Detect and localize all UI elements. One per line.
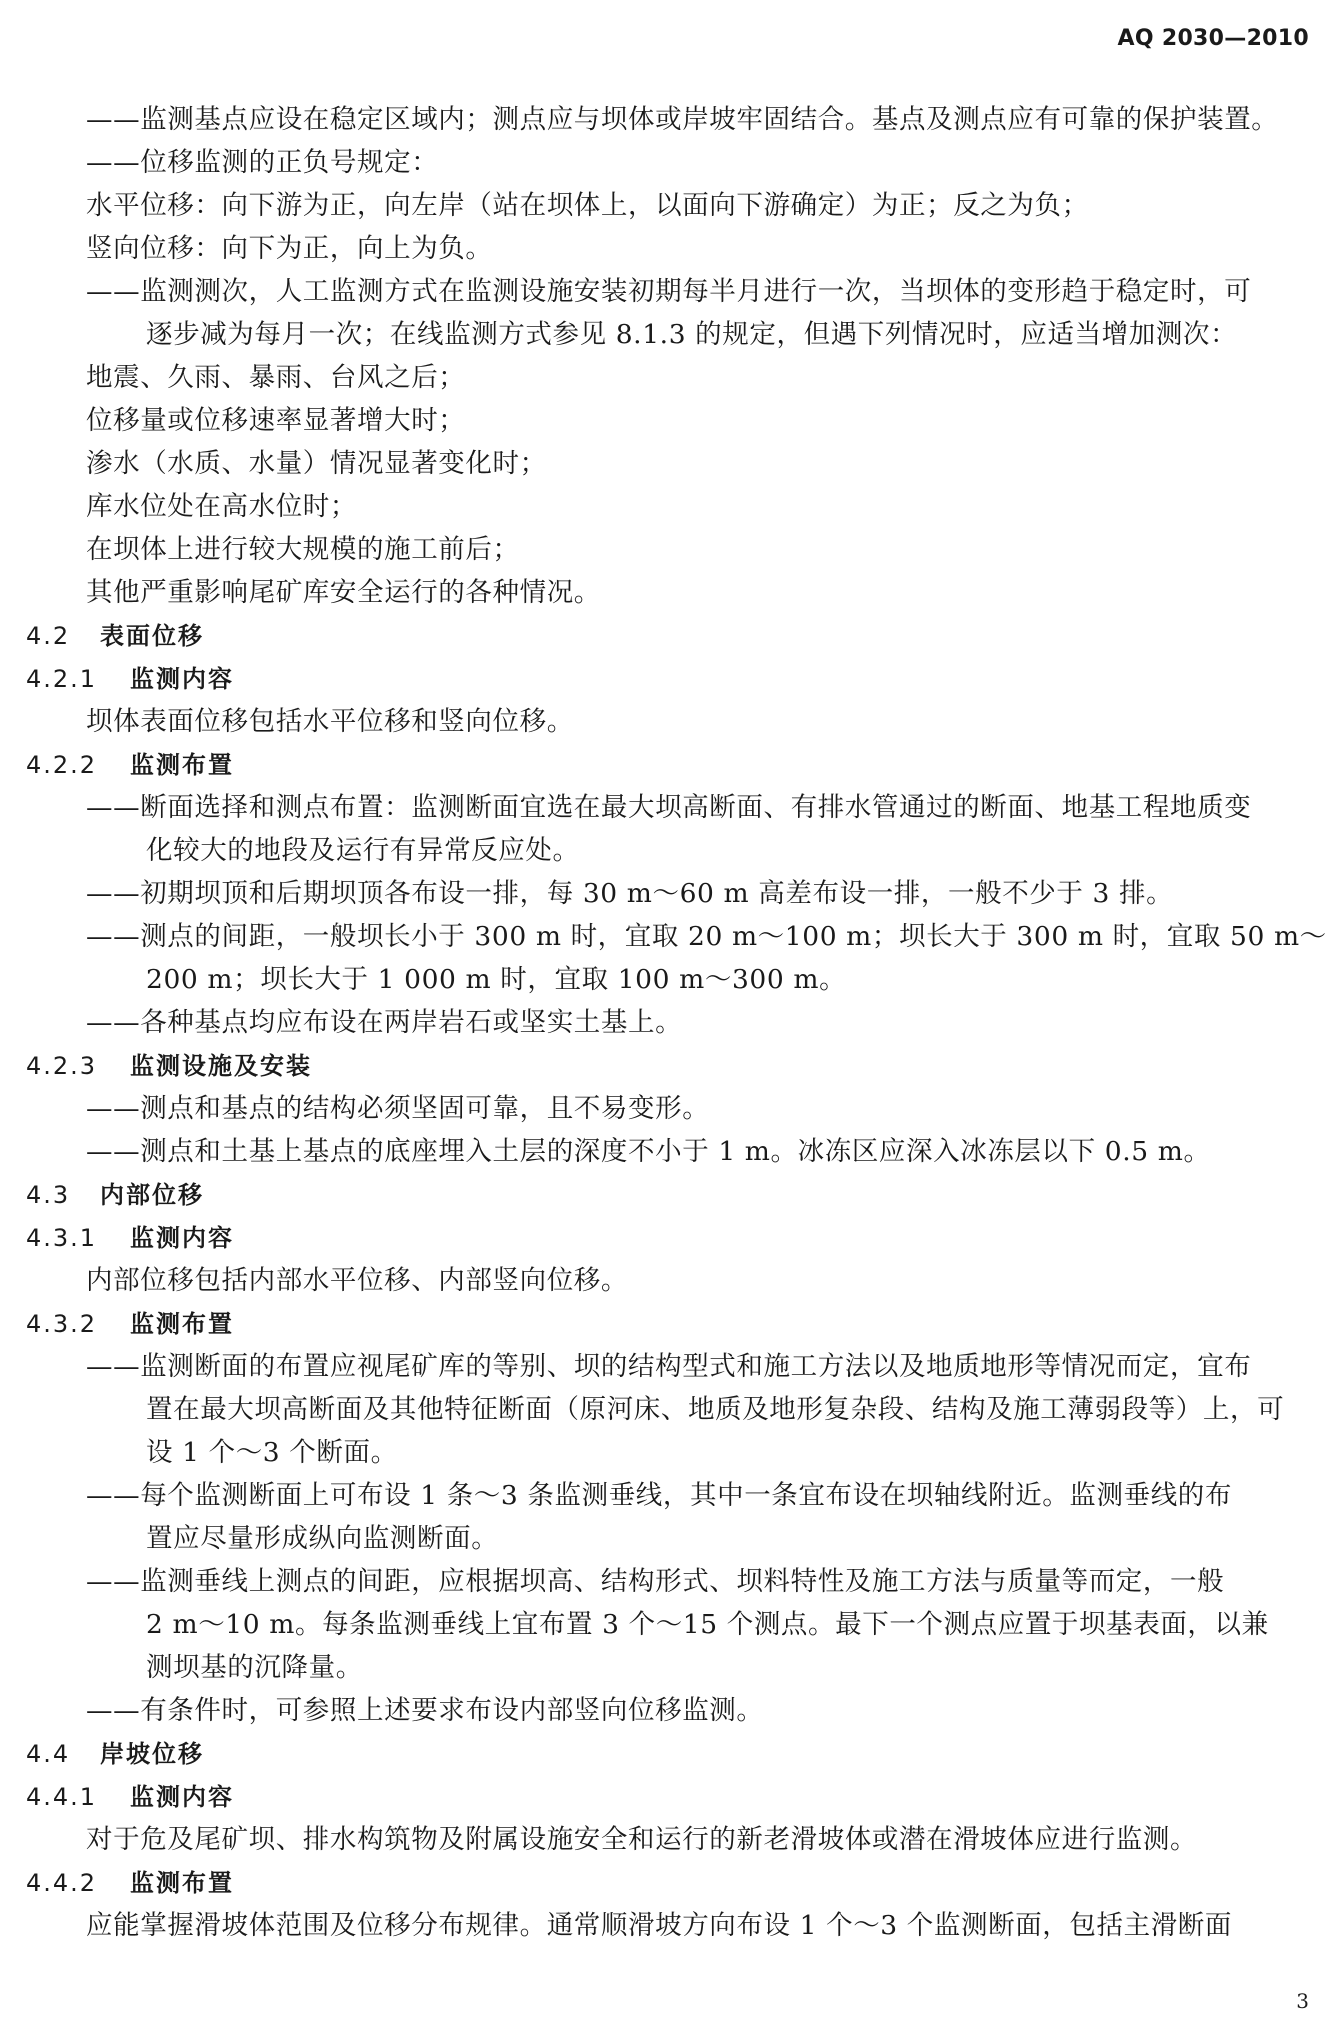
list-item: ——监测垂线上测点的间距，应根据坝高、结构形式、坝料特性及施工方法与质量等而定，一般 bbox=[86, 1566, 1225, 1597]
list-item-continuation: 逐步减为每月一次；在线监测方式参见 8.1.3 的规定，但遇下列情况时，应适当增加测次： bbox=[146, 319, 1238, 350]
section-heading-4-3-2 bbox=[26, 1302, 234, 1346]
paragraph: 对于危及尾矿坝、排水构筑物及附属设施安全和运行的新老滑坡体或潜在滑坡体应进行监测。 bbox=[86, 1824, 1198, 1855]
section-number: 4.4 bbox=[26, 1740, 71, 1768]
section-number: 4.2.2 bbox=[26, 751, 98, 779]
list-item-continuation: 设 1 个～3 个断面。 bbox=[146, 1437, 398, 1468]
paragraph: 坝体表面位移包括水平位移和竖向位移。 bbox=[86, 706, 574, 737]
paragraph: 其他严重影响尾矿库安全运行的各种情况。 bbox=[86, 577, 601, 608]
paragraph: 渗水（水质、水量）情况显著变化时； bbox=[86, 448, 547, 479]
section-title: 监测布置 bbox=[130, 751, 234, 779]
section-number: 4.2.1 bbox=[26, 665, 98, 693]
paragraph: 竖向位移：向下为正，向上为负。 bbox=[86, 233, 493, 264]
list-item-continuation: 化较大的地段及运行有异常反应处。 bbox=[146, 835, 580, 866]
section-heading-4-4 bbox=[26, 1732, 204, 1776]
section-heading-4-2 bbox=[26, 614, 204, 658]
list-item: ——初期坝顶和后期坝顶各布设一排，每 30 m～60 m 高差布设一排，一般不少于 3 排。 bbox=[86, 878, 1174, 909]
list-item: ——测点和土基上基点的底座埋入土层的深度不小于 1 m。冰冻区应深入冰冻层以下 0.5 m。 bbox=[86, 1136, 1211, 1167]
section-title: 监测内容 bbox=[130, 1783, 234, 1811]
page-number: 3 bbox=[1296, 1989, 1309, 2013]
section-number: 4.2.3 bbox=[26, 1052, 98, 1080]
section-number: 4.3.2 bbox=[26, 1310, 98, 1338]
section-title: 表面位移 bbox=[100, 622, 204, 650]
standard-code: AQ 2030—2010 bbox=[1117, 26, 1309, 51]
paragraph: 地震、久雨、暴雨、台风之后； bbox=[86, 362, 466, 393]
list-item: ——监测测次，人工监测方式在监测设施安装初期每半月进行一次，当坝体的变形趋于稳定时，可 bbox=[86, 276, 1252, 307]
list-item: ——每个监测断面上可布设 1 条～3 条监测垂线，其中一条宜布设在坝轴线附近。监测垂线的布 bbox=[86, 1480, 1232, 1511]
section-heading-4-2-2 bbox=[26, 743, 234, 787]
section-number: 4.4.1 bbox=[26, 1783, 98, 1811]
paragraph: 库水位处在高水位时； bbox=[86, 491, 357, 522]
paragraph: 内部位移包括内部水平位移、内部竖向位移。 bbox=[86, 1265, 628, 1296]
list-item: ——监测基点应设在稳定区域内；测点应与坝体或岸坡牢固结合。基点及测点应有可靠的保护装置。 bbox=[86, 104, 1279, 135]
list-item-continuation: 置应尽量形成纵向监测断面。 bbox=[146, 1523, 499, 1554]
paragraph: 在坝体上进行较大规模的施工前后； bbox=[86, 534, 520, 565]
list-item: ——测点的间距，一般坝长小于 300 m 时，宜取 20 m～100 m；坝长大于 300 m 时，宜取 50 m～ bbox=[86, 921, 1327, 952]
list-item-continuation: 置在最大坝高断面及其他特征断面（原河床、地质及地形复杂段、结构及施工薄弱段等）上，可 bbox=[146, 1394, 1285, 1425]
paragraph: 应能掌握滑坡体范围及位移分布规律。通常顺滑坡方向布设 1 个～3 个监测断面，包括主滑断面 bbox=[86, 1910, 1232, 1941]
section-heading-4-4-1 bbox=[26, 1775, 234, 1819]
section-number: 4.2 bbox=[26, 622, 71, 650]
list-item-continuation: 2 m～10 m。每条监测垂线上宜布置 3 个～15 个测点。最下一个测点应置于坝基表面，以兼 bbox=[146, 1609, 1269, 1640]
list-item: ——断面选择和测点布置：监测断面宜选在最大坝高断面、有排水管通过的断面、地基工程地质变 bbox=[86, 792, 1252, 823]
list-item: ——有条件时，可参照上述要求布设内部竖向位移监测。 bbox=[86, 1695, 764, 1726]
section-heading-4-2-1 bbox=[26, 657, 234, 701]
list-item: ——监测断面的布置应视尾矿库的等别、坝的结构型式和施工方法以及地质地形等情况而定，宜布 bbox=[86, 1351, 1252, 1382]
paragraph: 水平位移：向下游为正，向左岸（站在坝体上，以面向下游确定）为正；反之为负； bbox=[86, 190, 1089, 221]
section-heading-4-2-3 bbox=[26, 1044, 312, 1088]
section-number: 4.4.2 bbox=[26, 1869, 98, 1897]
list-item: ——测点和基点的结构必须坚固可靠，且不易变形。 bbox=[86, 1093, 710, 1124]
section-heading-4-3 bbox=[26, 1173, 204, 1217]
section-title: 内部位移 bbox=[100, 1181, 204, 1209]
paragraph: 位移量或位移速率显著增大时； bbox=[86, 405, 466, 436]
section-number: 4.3 bbox=[26, 1181, 71, 1209]
list-item: ——位移监测的正负号规定： bbox=[86, 147, 439, 178]
section-title: 岸坡位移 bbox=[100, 1740, 204, 1768]
section-heading-4-4-2 bbox=[26, 1861, 234, 1905]
section-title: 监测内容 bbox=[130, 665, 234, 693]
list-item-continuation: 测坝基的沉降量。 bbox=[146, 1652, 363, 1683]
list-item: ——各种基点均应布设在两岸岩石或坚实土基上。 bbox=[86, 1007, 683, 1038]
section-title: 监测布置 bbox=[130, 1310, 234, 1338]
section-title: 监测设施及安装 bbox=[130, 1052, 312, 1080]
list-item-continuation: 200 m；坝长大于 1 000 m 时，宜取 100 m～300 m。 bbox=[146, 964, 847, 995]
section-number: 4.3.1 bbox=[26, 1224, 98, 1252]
section-heading-4-3-1 bbox=[26, 1216, 234, 1260]
section-title: 监测内容 bbox=[130, 1224, 234, 1252]
section-title: 监测布置 bbox=[130, 1869, 234, 1897]
